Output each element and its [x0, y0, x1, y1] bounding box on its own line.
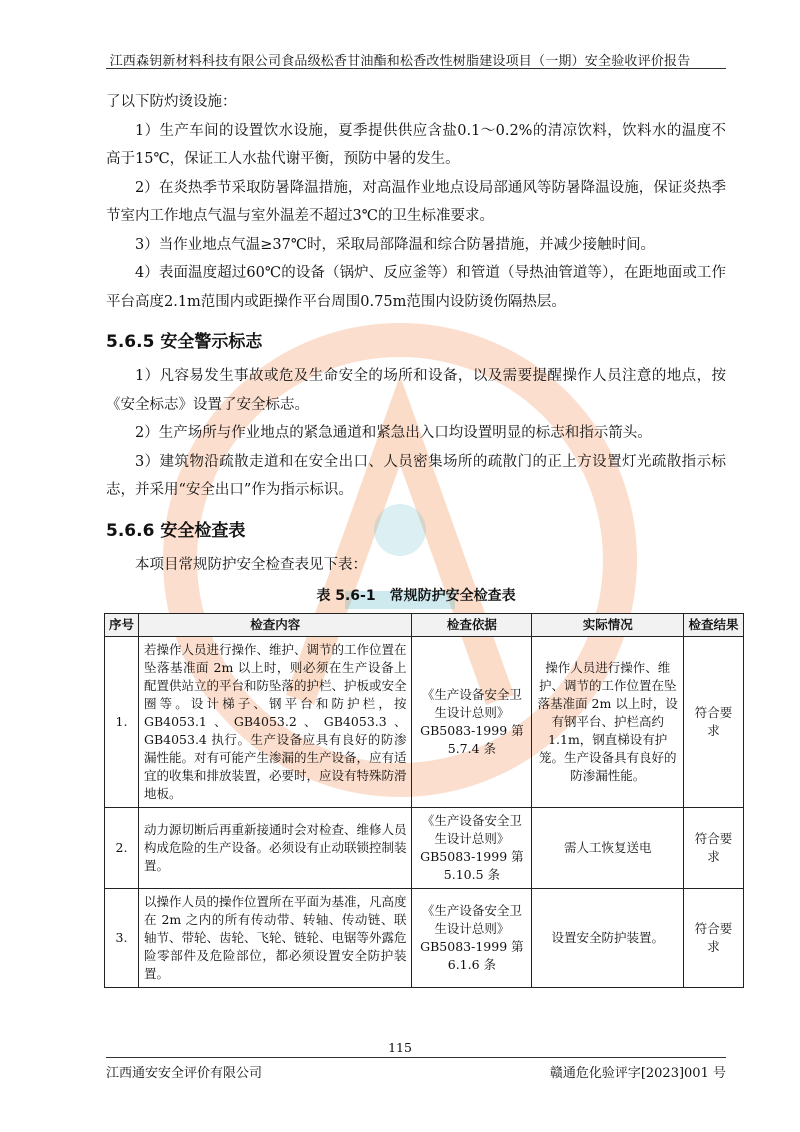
intro-paragraph: 了以下防灼烫设施： [106, 94, 237, 110]
page-header-title: 江西森钥新材料科技有限公司食品级松香甘油酯和松香改性树脂建设项目（一期）安全验收评价报告 [109, 54, 691, 69]
footer-divider [106, 1057, 726, 1058]
row-result: 符合要求 [684, 889, 744, 988]
row-content: 若操作人员进行操作、维护、调节的工作位置在坠落基准面 2m 以上时，则必须在生产设备上配置供站立的平台和防坠落的护栏、护板或安全圈等。设计梯子、钢平台和防护栏，按 GB4053.1、GB4053.2、GB4053.3、GB4053.4 执行。生产设备应具有良好的防渗漏性能。对有可能产生渗漏的生产设备，应有适宜的收集和排放装置，必要时，应设有特殊防滑地板。 [138, 637, 412, 808]
row-result: 符合要求 [684, 637, 744, 808]
header-actual: 实际情况 [532, 614, 684, 637]
table-row [105, 889, 744, 988]
heat-item-1: 1）生产车间的设置饮水设施，夏季提供供应含盐0.1～0.2%的清凉饮料，饮料水的温度不高于15℃，保证工人水盐代谢平衡，预防中暑的发生。 [106, 122, 726, 167]
row-no: 1. [105, 637, 139, 808]
footer-doc-code: 赣通危化验评字[2023]001 号 [549, 1066, 726, 1081]
heat-item-2: 2）在炎热季节采取防暑降温措施，对高温作业地点设局部通风等防暑降温设施，保证炎热季节室内工作地点气温与室外温差不超过3℃的卫生标准要求。 [106, 179, 726, 224]
sign-item-3: 3）建筑物沿疏散走道和在安全出口、人员密集场所的疏散门的正上方设置灯光疏散指示标志，并采用“安全出口”作为指示标识。 [106, 453, 726, 498]
page-content [106, 88, 739, 988]
row-basis: 《生产设备安全卫生设计总则》GB5083-1999 第 5.10.5 条 [412, 808, 532, 889]
row-result: 符合要求 [684, 808, 744, 889]
header-result: 检查结果 [684, 614, 744, 637]
table-intro: 本项目常规防护安全检查表见下表： [135, 556, 367, 573]
row-actual: 设置安全防护装置。 [532, 889, 684, 988]
table-caption: 表 5.6-1 常规防护安全检查表 [316, 588, 516, 604]
table-header-row [105, 614, 744, 637]
header-no: 序号 [105, 614, 139, 637]
header-divider [106, 68, 726, 69]
heat-item-3: 3）当作业地点气温≥37℃时，采取局部降温和综合防暑措施，并减少接触时间。 [135, 236, 656, 253]
row-basis: 《生产设备安全卫生设计总则》GB5083-1999 第 6.1.6 条 [412, 889, 532, 988]
table-row [105, 637, 744, 808]
row-content: 以操作人员的操作位置所在平面为基准，凡高度在 2m 之内的所有传动带、转轴、传动链、联轴节、带轮、齿轮、飞轮、链轮、电锯等外露危险零部件及危险部位，都必须设置安全防护装置。 [138, 889, 412, 988]
table-row [105, 808, 744, 889]
sign-item-1: 1）凡容易发生事故或危及生命安全的场所和设备，以及需要提醒操作人员注意的地点，按《安全标志》设置了安全标志。 [106, 368, 726, 413]
header-basis: 检查依据 [412, 614, 532, 637]
heat-item-4: 4）表面温度超过60℃的设备（锅炉、反应釜等）和管道（导热油管道等），在距地面或工作平台高度2.1m范围内或距操作平台周围0.75m范围内设防烫伤隔热层。 [106, 265, 726, 310]
row-basis: 《生产设备安全卫生设计总则》GB5083-1999 第 5.7.4 条 [412, 637, 532, 808]
row-no: 3. [105, 889, 139, 988]
row-actual: 操作人员进行操作、维护、调节的工作位置在坠落基准面 2m 以上时，设有钢平台、护栏高约 1.1m，钢直梯设有护笼。生产设备具有良好的防渗漏性能。 [532, 637, 684, 808]
header-content: 检查内容 [138, 614, 412, 637]
page-number: 115 [388, 1040, 412, 1055]
section-heading-566: 5.6.6 安全检查表 [106, 520, 246, 541]
row-content: 动力源切断后再重新接通时会对检查、维修人员构成危险的生产设备。必须设有止动联锁控制装置。 [138, 808, 412, 889]
row-actual: 需人工恢复送电 [532, 808, 684, 889]
safety-check-table [104, 613, 744, 988]
sign-item-2: 2）生产场所与作业地点的紧急通道和紧急出入口均设置明显的标志和指示箭头。 [135, 425, 652, 441]
section-heading-565: 5.6.5 安全警示标志 [106, 332, 263, 352]
row-no: 2. [105, 808, 139, 889]
footer-company: 江西通安安全评价有限公司 [106, 1066, 263, 1081]
